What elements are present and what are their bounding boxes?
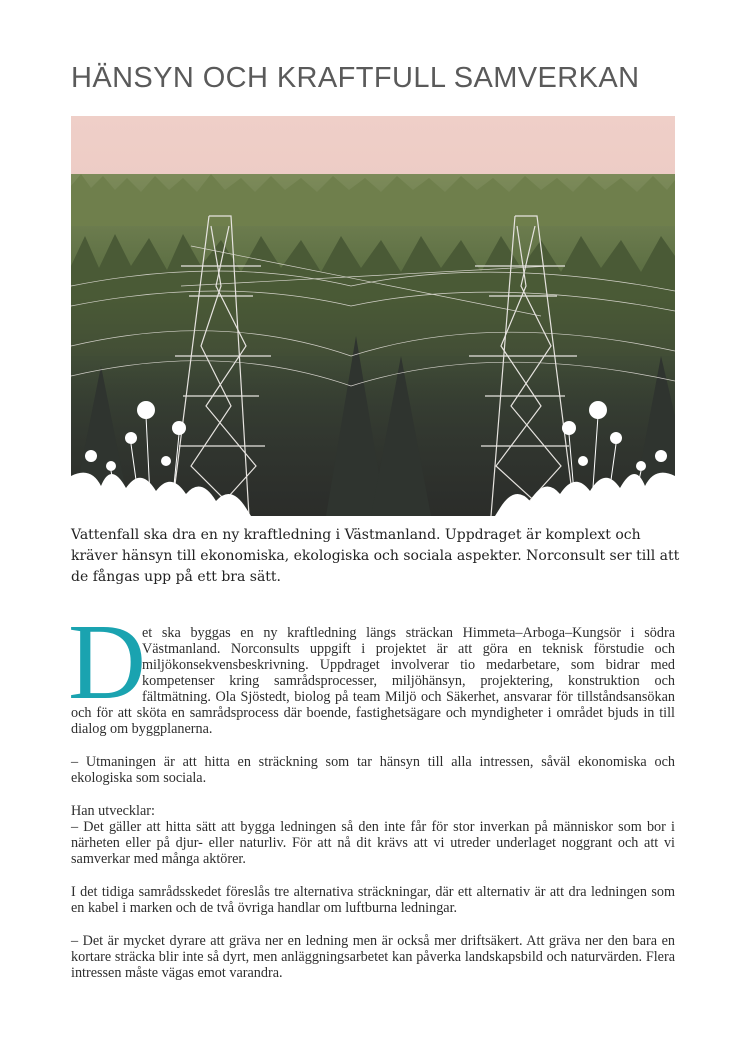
lead-paragraph: Vattenfall ska dra en ny kraftledning i Västmanland. Uppdraget är komplext och kräver hänsyn till ekonomiska, ekologiska och sociala aspekter. Norconsult ser till att de fångas upp på ett bra sätt.	[71, 527, 680, 585]
paragraph-2: – Utmaningen är att hitta en sträckning som tar hänsyn till alla intressen, såväl ekonomiska och ekologiska som sociala.	[71, 754, 675, 786]
paragraph-3	[71, 803, 675, 867]
page-title: HÄNSYN OCH KRAFTFULL SAMVERKAN	[71, 62, 640, 94]
article-body	[68, 603, 675, 998]
drop-cap: D	[68, 603, 146, 722]
paragraph-1	[68, 603, 675, 737]
paragraph-3-intro: Han utvecklar:	[71, 803, 155, 819]
paragraph-4: I det tidiga samrådsskedet föreslås tre alternativa sträckningar, där ett alternativ är att dra ledningen som en kabel i marken och de två övriga handlar om luftburna ledningar.	[71, 884, 675, 916]
paragraph-1-text: et ska byggas en ny kraftledning längs sträckan Himmeta–Arboga–Kungsör i södra Västmanland. Norconsults uppgift i projektet är att göra en teknisk förstudie och miljökonsekvensbeskrivning. Uppdraget involverar tio medarbetare, som bidrar med kompetenser kring samrådsprocesser, miljöhänsyn, projektering, konstruktion och fältmätning. Ola Sjöstedt, biolog på team Miljö och Säkerhet, ansvarar för tillståndsansökan och för att sköta en samrådsprocess där boende, fastighetsägare och myndigheter i området bjuds in till dialog om byggplanerna.	[71, 625, 675, 737]
paragraph-3-quote: – Det gäller att hitta sätt att bygga ledningen så den inte får för stor inverkan på människor som bor i närheten eller på djur- eller naturliv. För att nå dit krävs att vi utreder underlaget noggrant och att vi samverkar med många aktörer.	[71, 819, 675, 867]
paragraph-5: – Det är mycket dyrare att gräva ner en ledning men är också mer driftsäkert. Att gräva ner den bara en kortare sträcka blir inte så dyrt, men anläggningsarbetet kan påverka landskapsbild och naturvärden. Flera intressen måste vägas emot varandra.	[71, 933, 675, 981]
hero-image-powerlines-forest	[71, 116, 675, 516]
